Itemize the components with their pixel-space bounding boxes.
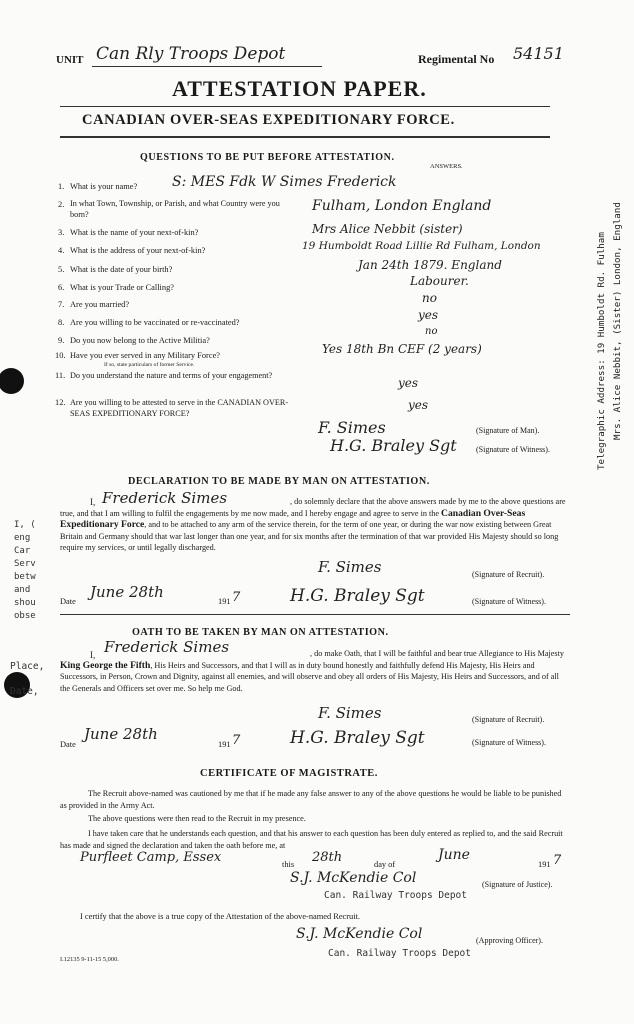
certificate-paragraph-3: I have taken care that he understands each question, and that his answer to each question has been duly entered as replied to, and the said Recruit has made and signed the declaration and taken the oath before me, at (60, 829, 563, 850)
margin-line-2: eng (14, 533, 31, 543)
punch-hole-top (0, 368, 24, 394)
print-code: I.12135 9-11-15 5,000. (60, 956, 119, 963)
regimental-value: 54151 (513, 44, 564, 63)
answers-heading: ANSWERS. (430, 163, 463, 170)
question-7-number: 7. (58, 300, 65, 309)
certificate-day-label: day of (374, 860, 396, 869)
oath-date-label: Date (60, 740, 76, 749)
certificate-certify-text: I certify that the above is a true copy of the Attestation of the above-named Recruit. (80, 912, 360, 921)
declaration-name: Frederick Simes (102, 489, 228, 507)
answer-9: no (425, 326, 438, 337)
answer-6: Labourer. (410, 274, 469, 288)
question-11-text: Do you understand the nature and terms of your engagement? (70, 371, 273, 380)
declaration-year-prefix: 191 (218, 597, 231, 606)
question-7-text: Are you married? (70, 300, 130, 309)
certificate-paragraph-2: The above questions were then read to the Recruit in my presence. (88, 814, 306, 823)
margin-line-3: Car (14, 546, 31, 556)
declaration-text-part1: , do solemnly declare that the above answers made by me to the above questions are true, and that I am willing to fulfil the engagements by me now made, and I hereby engage and agree to serve in the (60, 497, 566, 518)
answer-8: yes (418, 308, 439, 322)
questions-heading: QUESTIONS TO BE PUT BEFORE ATTESTATION. (140, 152, 395, 163)
declaration-date-label: Date (60, 597, 76, 606)
man-signature: F. Simes (318, 418, 386, 437)
certificate-year-suffix: 7 (553, 853, 562, 868)
page-title: ATTESTATION PAPER. (172, 76, 427, 101)
margin-date-label: Date, (10, 686, 39, 697)
oath-text-part1: , do make Oath, that I will be faithful and bear true Allegiance to His Majesty (310, 649, 564, 658)
question-10-number: 10. (55, 351, 66, 360)
question-1-text: What is your name? (70, 182, 138, 191)
declaration-oath-divider (60, 614, 570, 615)
unit-value: Can Rly Troops Depot (96, 44, 286, 64)
margin-line-8: obse (14, 611, 36, 621)
oath-date-value: June 28th (84, 725, 158, 743)
certificate-month-value: June (438, 847, 470, 863)
oath-name-prefix: I, (90, 650, 96, 660)
question-9-number: 9. (58, 336, 65, 345)
oath-recruit-label: (Signature of Recruit). (472, 715, 545, 724)
justice-signature: S.J. McKendie Col (290, 870, 417, 886)
question-11-number: 11. (55, 371, 66, 380)
question-10-text: Have you ever served in any Military Force? (70, 351, 220, 360)
certificate-this-label: this (282, 860, 295, 869)
answer-7: no (422, 291, 437, 305)
witness-signature-top: H.G. Braley Sgt (330, 436, 457, 455)
side-note-next-of-kin: Mrs. Alice Nebbit, (Sister) London, England (612, 202, 623, 440)
answer-12: yes (408, 398, 429, 412)
declaration-recruit-label: (Signature of Recruit). (472, 570, 545, 579)
certificate-paragraph-1: The Recruit above-named was cautioned by me that if he made any false answer to any of the above questions he would be liable to be punished as provided in the Army Act. (60, 789, 562, 810)
oath-king-name: King George the Fifth (60, 659, 151, 671)
declaration-name-prefix: I, (90, 497, 96, 507)
question-3-text: What is the name of your next-of-kin? (70, 228, 199, 237)
witness-signature-top-label: (Signature of Witness). (476, 445, 550, 454)
certificate-day-value: 28th (312, 850, 343, 865)
oath-name: Frederick Simes (104, 638, 230, 656)
oath-text (60, 648, 570, 694)
answer-1: S: MES Fdk W Simes Frederick (172, 174, 397, 190)
unit-underline (92, 66, 322, 67)
declaration-text (60, 496, 570, 554)
declaration-date-value: June 28th (90, 583, 164, 601)
side-note-telegraphic-address: Telegraphic Address: 19 Humboldt Rd. Fulham (596, 232, 607, 470)
stamp-depot-1: Can. Railway Troops Depot (324, 890, 467, 901)
question-3-number: 3. (58, 228, 65, 237)
certificate-heading: CERTIFICATE OF MAGISTRATE. (200, 768, 378, 779)
question-2-text: In what Town, Township, or Parish, and what Country were you born? (70, 199, 280, 219)
question-6-text: What is your Trade or Calling? (70, 283, 174, 292)
title-divider (60, 106, 550, 107)
declaration-witness-signature: H.G. Braley Sgt (290, 586, 425, 606)
declaration-year-suffix: 7 (232, 590, 241, 605)
question-8-text: Are you willing to be vaccinated or re-vaccinated? (70, 318, 240, 327)
declaration-witness-label: (Signature of Witness). (472, 597, 546, 606)
stamp-depot-2: Can. Railway Troops Depot (328, 948, 471, 959)
oath-text-part2: , His Heirs and Successors, and that I will as in duty bound honestly and faithfully defend His Majesty, His Heirs and Successors, in Person, Crown and Dignity, against all enemies, and will observe and obey all orders of His Majesty, His Heirs and Successors, and of all the Generals and Officers set over me. So help me God. (60, 660, 559, 693)
oath-year-suffix: 7 (232, 733, 241, 748)
declaration-text-part2: , and to be attached to any arm of the service therein, for the term of one year, or during the war now existing between Great Britain and Germany should that war last longer than one year, and for six months after the termination of that war provided His Majesty should so long require my services, or until legally discharged. (60, 520, 559, 553)
page-subtitle: CANADIAN OVER-SEAS EXPEDITIONARY FORCE. (82, 112, 455, 128)
declaration-recruit-signature: F. Simes (318, 558, 382, 576)
subtitle-divider (60, 136, 550, 138)
margin-place-label: Place, (10, 661, 45, 672)
approving-officer-signature: S.J. McKendie Col (296, 926, 423, 942)
question-4-text: What is the address of your next-of-kin? (70, 246, 206, 255)
margin-line-1: I, ( (14, 520, 36, 530)
answer-4: 19 Humboldt Road Lillie Rd Fulham, London (302, 240, 541, 252)
answer-3: Mrs Alice Nebbit (sister) (312, 222, 463, 236)
question-4-number: 4. (58, 246, 65, 255)
certificate-place: Purfleet Camp, Essex (80, 850, 222, 865)
question-6-number: 6. (58, 283, 65, 292)
answer-5: Jan 24th 1879. England (358, 258, 502, 272)
regimental-label: Regimental No (418, 52, 495, 66)
question-8-number: 8. (58, 318, 65, 327)
question-5-text: What is the date of your birth? (70, 265, 173, 274)
unit-label: UNIT (56, 54, 84, 66)
approving-officer-label: (Approving Officer). (476, 936, 543, 945)
justice-signature-label: (Signature of Justice). (482, 880, 553, 889)
margin-line-6: and (14, 585, 31, 595)
question-10-note: If so, state particulars of former Service. (104, 362, 195, 368)
answer-2: Fulham, London England (312, 198, 492, 214)
declaration-heading: DECLARATION TO BE MADE BY MAN ON ATTESTATION. (128, 476, 430, 487)
oath-witness-label: (Signature of Witness). (472, 738, 546, 747)
margin-line-4: Serv (14, 559, 36, 569)
oath-year-prefix: 191 (218, 740, 231, 749)
margin-line-7: shou (14, 598, 36, 608)
question-2-number: 2. (58, 200, 65, 209)
margin-line-5: betw (14, 572, 36, 582)
certificate-year-prefix: 191 (538, 860, 551, 869)
question-9-text: Do you now belong to the Active Militia? (70, 336, 210, 345)
answer-10: Yes 18th Bn CEF (2 years) (322, 342, 482, 356)
question-1-number: 1. (58, 182, 65, 191)
oath-recruit-signature: F. Simes (318, 704, 382, 722)
question-12-number: 12. (55, 398, 66, 407)
man-signature-label: (Signature of Man). (476, 426, 540, 435)
question-5-number: 5. (58, 265, 65, 274)
answer-11: yes (398, 376, 419, 390)
oath-heading: OATH TO BE TAKEN BY MAN ON ATTESTATION. (132, 627, 389, 638)
declaration-force-name: Canadian Over-Seas Expeditionary Force (60, 507, 526, 531)
question-12-text: Are you willing to be attested to serve in the CANADIAN OVER-SEAS EXPEDITIONARY FORCE? (70, 398, 289, 418)
oath-witness-signature: H.G. Braley Sgt (290, 728, 425, 748)
